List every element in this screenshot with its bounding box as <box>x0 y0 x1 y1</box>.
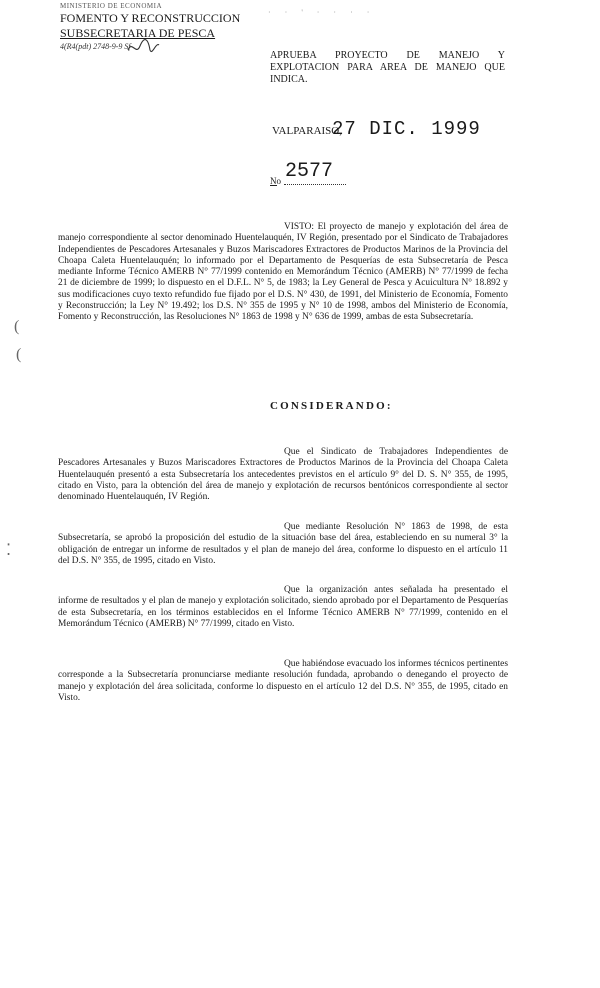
ministry-header-line2: SUBSECRETARIA DE PESCA <box>60 26 216 40</box>
visto-paragraph: VISTO: El proyecto de manejo y explotación del área de manejo correspondiente al sector denominado Huentelauquén, IV Región, presentado por el Sindicato de Trabajadores Independientes de Pescadores Artesanales y Buzos Mariscadores Extractores de Productos Marinos de la Provincia del Choapa Caleta Huentelauquén; lo informado por el Departamento de Pesquerías de esta Subsecretaría de Pesca mediante Informe Técnico AMERB N° 77/1999 contenido en Memorándum Técnico (AMERB) N° 77/1999 de fecha 21 de diciembre de 1999; lo dispuesto en el D.F.L. N° 5, de 1983; la Ley General de Pesca y Acuicultura N° 18.892 y sus modificaciones cuyo texto refundido fue fijado por el D.S. N° 430, de 1991, del Ministerio de Economía, Fomento y Reconstrucción; la Ley N° 19.492; los D.S. N° 355 de 1995 y N° 10 de 1998, ambos del Ministerio de Economía, Fomento y Reconstrucción, las Resoluciones N° 1863 de 1998 y N° 636 de 1999, ambas de esta Subsecretaría. <box>58 222 508 323</box>
number-label: No <box>270 176 281 186</box>
considerando-paragraph-4: Que habiéndose evacuado los informes técnicos pertinentes corresponde a la Subsecretaría pronunciarse mediante resolución fundada, aprobando o denegando el proyecto de manejo y explotación del área solicitada, conforme lo dispuesto en el artículo 12 del D.S. N° 355, de 1995, citado en Visto. <box>58 659 508 703</box>
date-stamp: 27 DIC. 1999 <box>332 118 481 140</box>
registration-stamp: 4(R4(pdt) 2748-9-9 Sf <box>60 42 131 51</box>
margin-scan-mark: ( <box>14 318 20 335</box>
considerando-paragraph-3: Que la organización antes señalada ha presentado el informe de resultados y el plan de manejo y explotación solicitado, siendo aprobado por el Departamento de Pesquerías de esta Subsecretaría, en los términos establecidos en el Informe Técnico AMERB N° 77/1999, contenido en el Memorándum Técnico (AMERB) N° 77/1999, citado en Visto. <box>58 585 508 629</box>
handwritten-initials <box>126 36 160 58</box>
considerando-heading: CONSIDERANDO: <box>270 400 393 412</box>
faint-scan-marks: · · ' · · · · <box>268 8 376 17</box>
margin-scan-mark: ( <box>16 346 22 363</box>
ministry-header-top: MINISTERIO DE ECONOMIA <box>60 2 162 10</box>
ministry-header-line1: FOMENTO Y RECONSTRUCCION <box>60 11 241 25</box>
resolution-number: 2577 <box>285 160 334 183</box>
considerando-paragraph-2: Que mediante Resolución N° 1863 de 1998, de esta Subsecretaría, se aprobó la proposición del estudio de la situación base del área, estableciendo en su numeral 3° la obligación de entregar un informe de resultados y el plan de manejo del área, conforme lo dispuesto en el artículo 11 del D.S. N° 355, de 1995, citado en Visto. <box>58 522 508 566</box>
margin-scan-mark: ⁚ <box>6 542 12 559</box>
considerando-paragraph-1: Que el Sindicato de Trabajadores Independientes de Pescadores Artesanales y Buzos Mariscadores Extractores de Productos Marinos de la Provincia del Choapa Caleta Huentelauquén presentó a esta Subsecretaría los antecedentes previstos en el artículo 9° del D. S. N° 355, de 1995, citado en Visto, para la obtención del área de manejo y explotación de recursos bentónicos correspondiente al sector denominado Huentelauquén, IV Región. <box>58 447 508 503</box>
number-underline <box>284 184 346 185</box>
resolution-subject: APRUEBA PROYECTO DE MANEJO Y EXPLOTACION PARA AREA DE MANEJO QUE INDICA. <box>270 50 505 85</box>
place-label: VALPARAISO, <box>272 125 342 137</box>
